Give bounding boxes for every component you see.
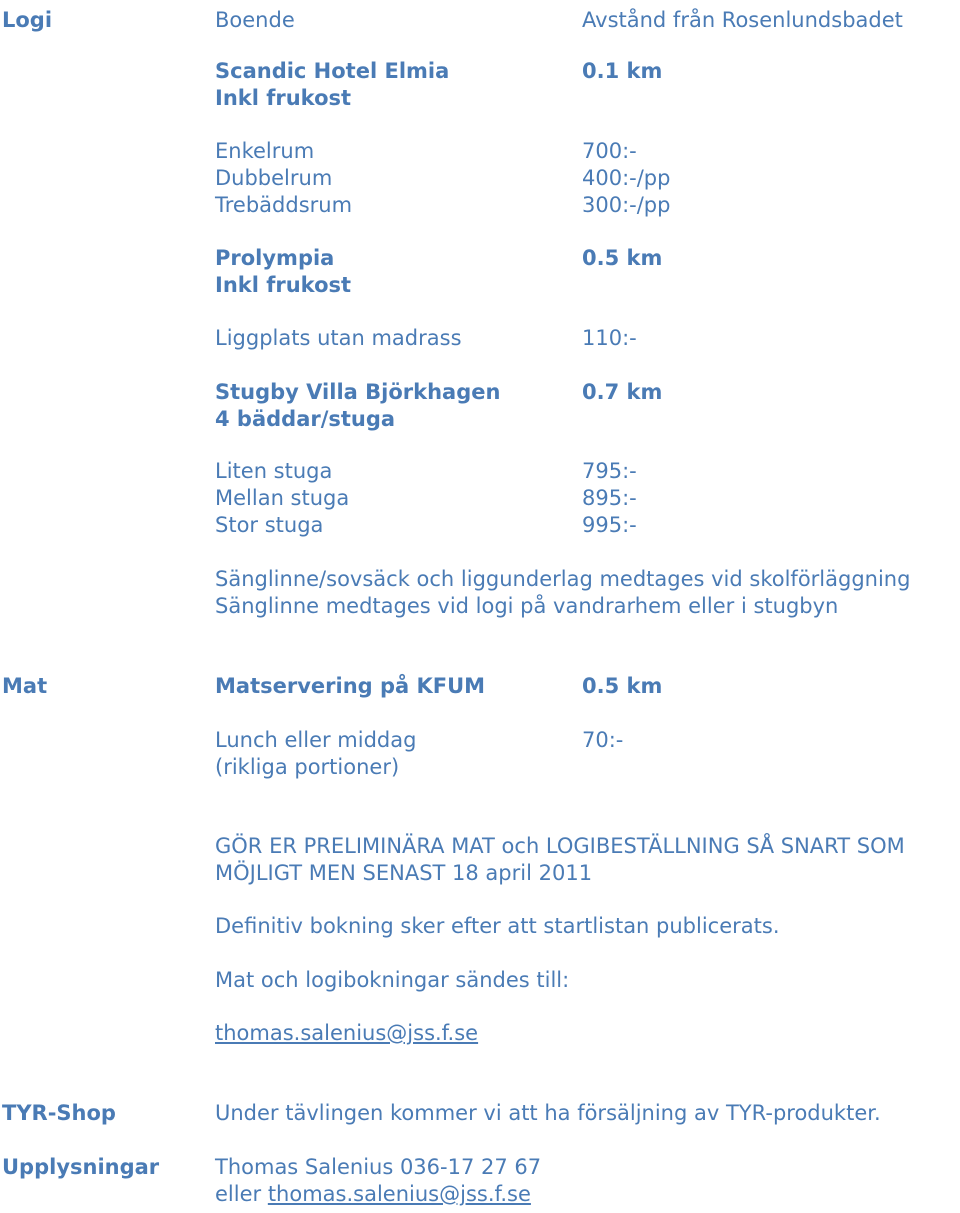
room-label: Trebäddsrum [215, 193, 353, 217]
cabin-price: 895:- [582, 486, 637, 510]
note-line: Sänglinne/sovsäck och liggunderlag medtages vid skolförläggning [215, 567, 911, 591]
room-price: 300:-/pp [582, 193, 671, 217]
distance-scandic: 0.1 km [582, 59, 663, 83]
cabin-label: Stor stuga [215, 513, 324, 537]
info-or-prefix: eller [215, 1182, 268, 1206]
distance-stugby: 0.7 km [582, 380, 663, 404]
hotel-note-prolympia: Inkl frukost [215, 273, 352, 297]
booking-definitive: Definitiv bokning sker efter att startlistan publicerats. [215, 914, 780, 938]
hotel-note-scandic: Inkl frukost [215, 86, 352, 110]
meal-note: (rikliga portioner) [215, 755, 400, 779]
room-price: 400:-/pp [582, 166, 671, 190]
hotel-name-stugby: Stugby Villa Björkhagen [215, 380, 501, 404]
room-label: Enkelrum [215, 139, 315, 163]
booking-send-to: Mat och logibokningar sändes till: [215, 968, 570, 992]
cabin-label: Mellan stuga [215, 486, 350, 510]
hotel-name-prolympia: Prolympia [215, 246, 335, 270]
note-line: Sänglinne medtages vid logi på vandrarhem eller i stugbyn [215, 594, 839, 618]
meal-label: Lunch eller middag [215, 728, 417, 752]
distance-prolympia: 0.5 km [582, 246, 663, 270]
cabin-price: 795:- [582, 459, 637, 483]
section-heading-info: Upplysningar [2, 1155, 160, 1179]
column-header-distance: Avstånd från Rosenlundsbadet [582, 8, 903, 32]
item-label: Liggplats utan madrass [215, 326, 462, 350]
section-heading-logi: Logi [2, 8, 53, 32]
room-price: 700:- [582, 139, 637, 163]
distance-mat: 0.5 km [582, 674, 663, 698]
mat-venue: Matservering på KFUM [215, 674, 486, 698]
booking-deadline: MÖJLIGT MEN SENAST 18 april 2011 [215, 861, 593, 885]
shop-text: Under tävlingen kommer vi att ha försäljning av TYR-produkter. [215, 1101, 881, 1125]
hotel-name-scandic: Scandic Hotel Elmia [215, 59, 450, 83]
booking-email-link[interactable]: thomas.salenius@jss.f.se [215, 1021, 479, 1045]
booking-notice: GÖR ER PRELIMINÄRA MAT och LOGIBESTÄLLNING SÅ SNART SOM [215, 834, 905, 858]
info-email-line [215, 1181, 531, 1208]
item-price: 110:- [582, 326, 637, 350]
room-label: Dubbelrum [215, 166, 333, 190]
info-contact: Thomas Salenius 036-17 27 67 [215, 1155, 542, 1179]
cabin-price: 995:- [582, 513, 637, 537]
section-heading-shop: TYR-Shop [2, 1101, 116, 1125]
info-email-link[interactable]: thomas.salenius@jss.f.se [267, 1182, 531, 1206]
column-header-boende: Boende [215, 8, 295, 32]
meal-price: 70:- [582, 728, 624, 752]
hotel-note-stugby: 4 bäddar/stuga [215, 407, 396, 431]
section-heading-mat: Mat [2, 674, 48, 698]
cabin-label: Liten stuga [215, 459, 333, 483]
